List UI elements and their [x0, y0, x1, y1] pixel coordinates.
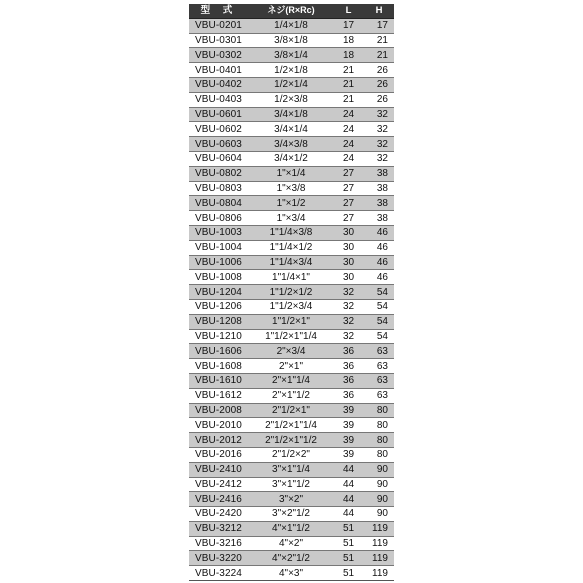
model-cell: VBU-1204 — [189, 285, 249, 300]
h-cell: 90 — [364, 492, 394, 507]
h-cell: 90 — [364, 462, 394, 477]
table-row — [189, 536, 394, 551]
table-row — [189, 270, 394, 285]
h-cell: 80 — [364, 418, 394, 433]
l-cell: 44 — [333, 492, 364, 507]
table-row — [189, 240, 394, 255]
model-cell: VBU-0302 — [189, 48, 249, 63]
h-cell: 80 — [364, 447, 394, 462]
model-cell: VBU-0802 — [189, 166, 249, 181]
model-cell: VBU-0806 — [189, 211, 249, 226]
table-row — [189, 33, 394, 48]
thread-cell: 2"×1"1/4 — [249, 373, 333, 388]
table-row — [189, 299, 394, 314]
l-cell: 27 — [333, 196, 364, 211]
table-header — [189, 4, 394, 18]
h-cell: 21 — [364, 48, 394, 63]
table-row — [189, 18, 394, 33]
thread-cell: 3"×2"1/2 — [249, 507, 333, 522]
thread-cell: 2"×1" — [249, 359, 333, 374]
h-cell: 54 — [364, 329, 394, 344]
thread-cell: 2"1/2×1"1/2 — [249, 433, 333, 448]
l-cell: 39 — [333, 403, 364, 418]
thread-cell: 1"1/2×1"1/4 — [249, 329, 333, 344]
h-cell: 119 — [364, 551, 394, 566]
thread-cell: 4"×1"1/2 — [249, 521, 333, 536]
l-cell: 27 — [333, 166, 364, 181]
model-cell: VBU-2410 — [189, 462, 249, 477]
h-cell: 21 — [364, 33, 394, 48]
thread-cell: 4"×3" — [249, 566, 333, 581]
model-cell: VBU-1606 — [189, 344, 249, 359]
h-cell: 119 — [364, 536, 394, 551]
thread-cell: 3/4×1/8 — [249, 107, 333, 122]
model-cell: VBU-1004 — [189, 240, 249, 255]
l-cell: 32 — [333, 329, 364, 344]
header-row — [189, 4, 394, 18]
table-row — [189, 137, 394, 152]
thread-cell: 1/4×1/8 — [249, 18, 333, 33]
l-cell: 36 — [333, 344, 364, 359]
h-cell: 90 — [364, 477, 394, 492]
table-row — [189, 225, 394, 240]
table-body — [189, 18, 394, 580]
thread-cell: 4"×2" — [249, 536, 333, 551]
l-cell: 44 — [333, 462, 364, 477]
table-row — [189, 314, 394, 329]
thread-cell: 3/4×3/8 — [249, 137, 333, 152]
table-row — [189, 211, 394, 226]
model-cell: VBU-2012 — [189, 433, 249, 448]
h-cell: 17 — [364, 18, 394, 33]
l-cell: 17 — [333, 18, 364, 33]
model-cell: VBU-1006 — [189, 255, 249, 270]
h-cell: 63 — [364, 344, 394, 359]
thread-cell: 3"×1"1/4 — [249, 462, 333, 477]
thread-cell: 1"1/4×1/2 — [249, 240, 333, 255]
model-cell: VBU-1610 — [189, 373, 249, 388]
table-row — [189, 151, 394, 166]
table-row — [189, 551, 394, 566]
thread-cell: 3/8×1/4 — [249, 48, 333, 63]
model-cell: VBU-3216 — [189, 536, 249, 551]
spec-table — [189, 4, 394, 581]
h-cell: 26 — [364, 92, 394, 107]
thread-cell: 1"1/4×1" — [249, 270, 333, 285]
h-cell: 63 — [364, 359, 394, 374]
model-cell: VBU-3224 — [189, 566, 249, 581]
table-row — [189, 373, 394, 388]
l-cell: 51 — [333, 536, 364, 551]
thread-cell: 1/2×3/8 — [249, 92, 333, 107]
table-row — [189, 92, 394, 107]
table-row — [189, 255, 394, 270]
table-row — [189, 166, 394, 181]
model-cell: VBU-2010 — [189, 418, 249, 433]
model-cell: VBU-0604 — [189, 151, 249, 166]
table-row — [189, 507, 394, 522]
l-cell: 21 — [333, 77, 364, 92]
l-cell: 32 — [333, 314, 364, 329]
thread-cell: 2"×3/4 — [249, 344, 333, 359]
l-cell: 21 — [333, 92, 364, 107]
h-cell: 38 — [364, 181, 394, 196]
h-cell: 38 — [364, 211, 394, 226]
h-cell: 46 — [364, 240, 394, 255]
header-model: 型 式 — [189, 4, 249, 18]
thread-cell: 1"1/4×3/8 — [249, 225, 333, 240]
l-cell: 39 — [333, 418, 364, 433]
model-cell: VBU-2420 — [189, 507, 249, 522]
h-cell: 32 — [364, 107, 394, 122]
h-cell: 46 — [364, 225, 394, 240]
l-cell: 36 — [333, 388, 364, 403]
thread-cell: 1"×1/2 — [249, 196, 333, 211]
l-cell: 51 — [333, 566, 364, 581]
model-cell: VBU-1008 — [189, 270, 249, 285]
l-cell: 30 — [333, 270, 364, 285]
h-cell: 26 — [364, 63, 394, 78]
table-row — [189, 418, 394, 433]
table-row — [189, 462, 394, 477]
h-cell: 63 — [364, 388, 394, 403]
h-cell: 26 — [364, 77, 394, 92]
model-cell: VBU-3220 — [189, 551, 249, 566]
h-cell: 32 — [364, 137, 394, 152]
table-row — [189, 181, 394, 196]
model-cell: VBU-0602 — [189, 122, 249, 137]
h-cell: 32 — [364, 122, 394, 137]
table-row — [189, 566, 394, 581]
table-row — [189, 388, 394, 403]
l-cell: 39 — [333, 447, 364, 462]
table-row — [189, 48, 394, 63]
model-cell: VBU-3212 — [189, 521, 249, 536]
model-cell: VBU-2416 — [189, 492, 249, 507]
table-row — [189, 344, 394, 359]
thread-cell: 3"×2" — [249, 492, 333, 507]
table-row — [189, 492, 394, 507]
l-cell: 18 — [333, 48, 364, 63]
thread-cell: 3"×1"1/2 — [249, 477, 333, 492]
l-cell: 39 — [333, 433, 364, 448]
l-cell: 44 — [333, 507, 364, 522]
l-cell: 24 — [333, 122, 364, 137]
model-cell: VBU-0201 — [189, 18, 249, 33]
model-cell: VBU-2008 — [189, 403, 249, 418]
thread-cell: 1/2×1/4 — [249, 77, 333, 92]
h-cell: 119 — [364, 566, 394, 581]
h-cell: 119 — [364, 521, 394, 536]
thread-cell: 1"×3/8 — [249, 181, 333, 196]
h-cell: 32 — [364, 151, 394, 166]
thread-cell: 1"1/4×3/4 — [249, 255, 333, 270]
table-row — [189, 122, 394, 137]
table-row — [189, 447, 394, 462]
l-cell: 51 — [333, 521, 364, 536]
l-cell: 24 — [333, 107, 364, 122]
h-cell: 54 — [364, 314, 394, 329]
model-cell: VBU-0401 — [189, 63, 249, 78]
table-row — [189, 196, 394, 211]
l-cell: 44 — [333, 477, 364, 492]
l-cell: 27 — [333, 181, 364, 196]
h-cell: 54 — [364, 299, 394, 314]
h-cell: 54 — [364, 285, 394, 300]
model-cell: VBU-0804 — [189, 196, 249, 211]
l-cell: 24 — [333, 137, 364, 152]
thread-cell: 1"×3/4 — [249, 211, 333, 226]
h-cell: 38 — [364, 196, 394, 211]
table-row — [189, 77, 394, 92]
l-cell: 36 — [333, 359, 364, 374]
table-row — [189, 285, 394, 300]
h-cell: 80 — [364, 403, 394, 418]
thread-cell: 2"1/2×1" — [249, 403, 333, 418]
model-cell: VBU-1608 — [189, 359, 249, 374]
thread-cell: 1"×1/4 — [249, 166, 333, 181]
model-cell: VBU-1003 — [189, 225, 249, 240]
l-cell: 30 — [333, 255, 364, 270]
l-cell: 21 — [333, 63, 364, 78]
model-cell: VBU-2016 — [189, 447, 249, 462]
table-row — [189, 433, 394, 448]
model-cell: VBU-1612 — [189, 388, 249, 403]
l-cell: 18 — [333, 33, 364, 48]
thread-cell: 1"1/2×3/4 — [249, 299, 333, 314]
thread-cell: 4"×2"1/2 — [249, 551, 333, 566]
table-row — [189, 107, 394, 122]
h-cell: 63 — [364, 373, 394, 388]
model-cell: VBU-0603 — [189, 137, 249, 152]
model-cell: VBU-0301 — [189, 33, 249, 48]
l-cell: 32 — [333, 285, 364, 300]
model-cell: VBU-0803 — [189, 181, 249, 196]
thread-cell: 1"1/2×1/2 — [249, 285, 333, 300]
table-row — [189, 63, 394, 78]
thread-cell: 3/4×1/2 — [249, 151, 333, 166]
table-row — [189, 477, 394, 492]
table-row — [189, 521, 394, 536]
table-row — [189, 329, 394, 344]
thread-cell: 2"1/2×2" — [249, 447, 333, 462]
model-cell: VBU-1210 — [189, 329, 249, 344]
thread-cell: 2"1/2×1"1/4 — [249, 418, 333, 433]
thread-cell: 1/2×1/8 — [249, 63, 333, 78]
model-cell: VBU-2412 — [189, 477, 249, 492]
l-cell: 30 — [333, 225, 364, 240]
l-cell: 27 — [333, 211, 364, 226]
header-h: H — [364, 4, 394, 18]
l-cell: 32 — [333, 299, 364, 314]
thread-cell: 2"×1"1/2 — [249, 388, 333, 403]
h-cell: 90 — [364, 507, 394, 522]
l-cell: 51 — [333, 551, 364, 566]
l-cell: 24 — [333, 151, 364, 166]
h-cell: 46 — [364, 255, 394, 270]
model-cell: VBU-0402 — [189, 77, 249, 92]
header-thread: ネジ(R×Rc) — [249, 4, 333, 18]
model-cell: VBU-1206 — [189, 299, 249, 314]
model-cell: VBU-0403 — [189, 92, 249, 107]
l-cell: 36 — [333, 373, 364, 388]
h-cell: 46 — [364, 270, 394, 285]
table-row — [189, 359, 394, 374]
l-cell: 30 — [333, 240, 364, 255]
thread-cell: 1"1/2×1" — [249, 314, 333, 329]
thread-cell: 3/8×1/8 — [249, 33, 333, 48]
h-cell: 80 — [364, 433, 394, 448]
table-row — [189, 403, 394, 418]
model-cell: VBU-0601 — [189, 107, 249, 122]
h-cell: 38 — [364, 166, 394, 181]
model-cell: VBU-1208 — [189, 314, 249, 329]
header-l: L — [333, 4, 364, 18]
thread-cell: 3/4×1/4 — [249, 122, 333, 137]
